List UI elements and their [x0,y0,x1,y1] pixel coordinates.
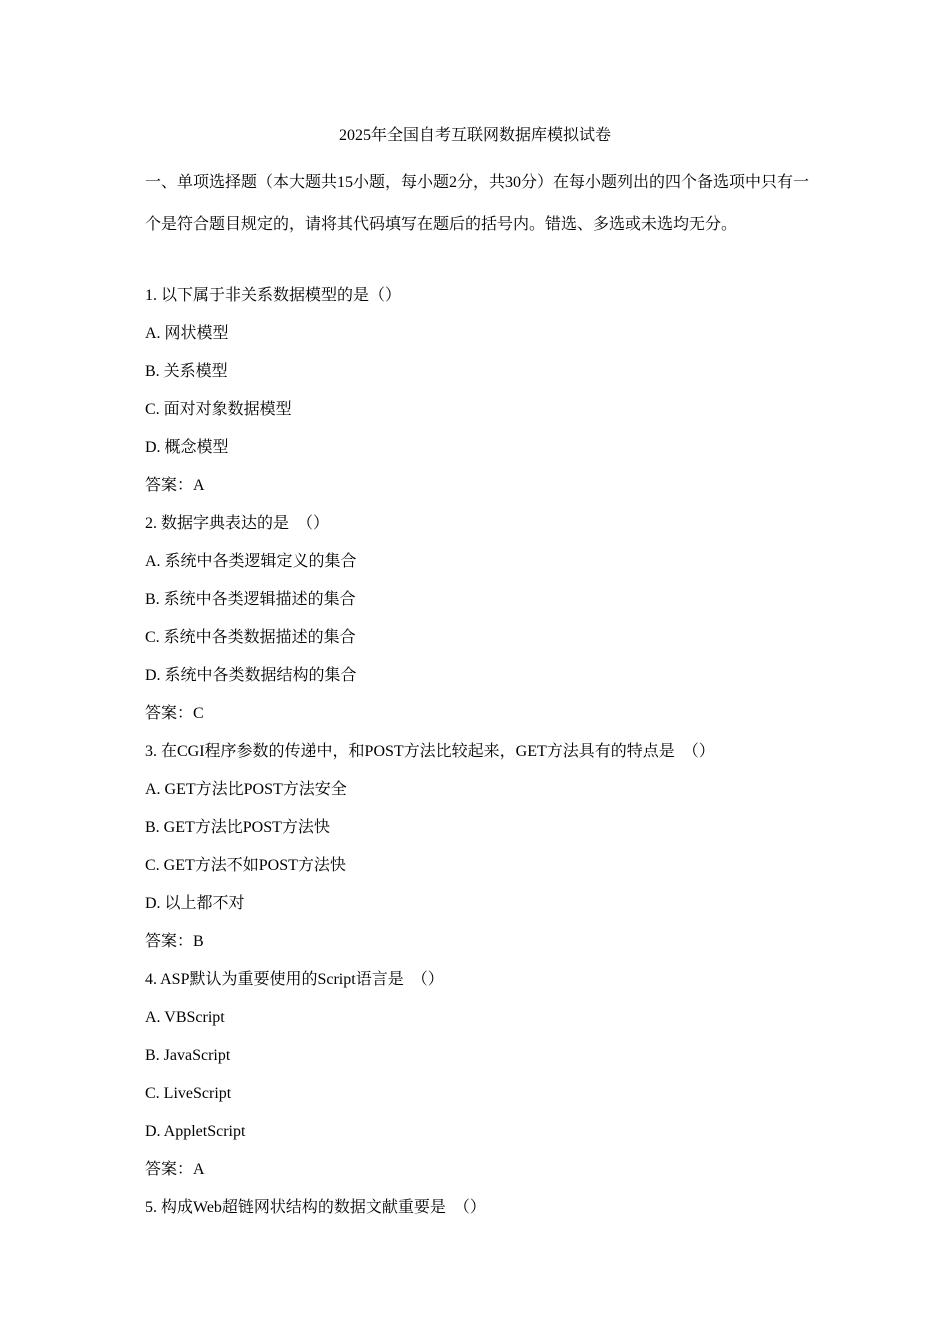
question-stem-1: 1. 以下属于非关系数据模型的是（） [145,287,402,304]
question-stem-5: 5. 构成Web超链网状结构的数据文献重要是 （） [145,1199,486,1216]
question-2-option-a: A. 系统中各类逻辑定义的集合 [145,553,357,570]
question-2-option-b: B. 系统中各类逻辑描述的集合 [145,591,356,608]
question-3-option-c: C. GET方法不如POST方法快 [145,857,346,874]
question-stem-4: 4. ASP默认为重要使用的Script语言是 （） [145,971,444,988]
question-list [145,284,809,1234]
question-4-option-a: A. VBScript [145,1009,225,1026]
question-1-option-c: C. 面对对象数据模型 [145,401,292,418]
question-stem-3: 3. 在CGI程序参数的传递中，和POST方法比较起来，GET方法具有的特点是 （） [145,743,715,760]
section-intro: 一、单项选择题（本大题共15小题，每小题2分，共30分）在每小题列出的四个备选项中只有一个是符合题目规定的，请将其代码填写在题后的括号内。错选、多选或未选均无分。 [145,174,810,233]
question-2-answer: 答案：C [145,705,204,722]
document-title: 2025年全国自考互联网数据库模拟试卷 [338,127,611,144]
question-4-option-d: D. AppletScript [145,1123,246,1140]
question-1-option-d: D. 概念模型 [145,439,229,456]
question-4-answer: 答案：A [145,1161,205,1178]
question-4-option-b: B. JavaScript [145,1047,231,1064]
question-3-option-d: D. 以上都不对 [145,895,245,912]
question-1-answer: 答案：A [145,477,205,494]
question-2-option-c: C. 系统中各类数据描述的集合 [145,629,356,646]
question-4-option-c: C. LiveScript [145,1085,232,1102]
question-3-answer: 答案：B [145,933,204,950]
question-1-option-a: A. 网状模型 [145,325,229,342]
question-3-option-a: A. GET方法比POST方法安全 [145,781,347,798]
question-1-option-b: B. 关系模型 [145,363,228,380]
question-3-option-b: B. GET方法比POST方法快 [145,819,330,836]
question-stem-2: 2. 数据字典表达的是 （） [145,515,330,532]
question-2-option-d: D. 系统中各类数据结构的集合 [145,667,357,684]
